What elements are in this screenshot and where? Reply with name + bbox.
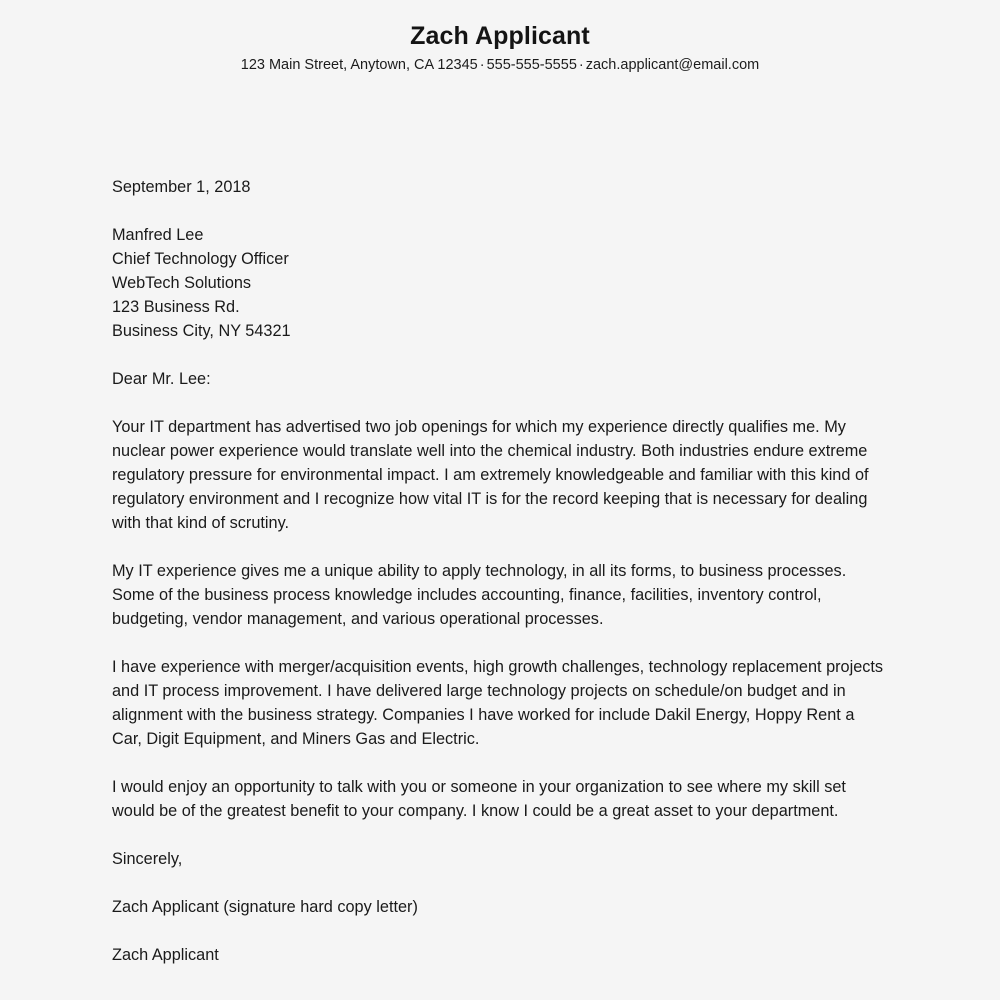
contact-address: 123 Main Street, Anytown, CA 12345: [240, 57, 478, 73]
contact-separator-2: ·: [578, 57, 584, 73]
recipient-name: Manfred Lee: [112, 226, 204, 244]
body-paragraph: I have experience with merger/acquisition events, high growth challenges, technology replacement projects and IT process improvement. I have delivered large technology projects on schedule/on budget and in alignment with the business strategy. Companies I have worked for include Dakil Energy, Hoppy Rent a Car, Digit Equipment, and Miners Gas and Electric.: [112, 658, 884, 748]
signature-name: Zach Applicant: [112, 946, 219, 964]
letterhead: [0, 0, 1000, 76]
contact-email: zach.applicant@email.com: [585, 57, 760, 73]
letter-date: September 1, 2018: [112, 178, 251, 196]
applicant-name-heading: Zach Applicant: [410, 22, 590, 50]
recipient-company: WebTech Solutions: [112, 274, 252, 292]
contact-phone: 555-555-5555: [486, 57, 577, 73]
body-paragraph: My IT experience gives me a unique ability to apply technology, in all its forms, to business processes. Some of the business process knowledge includes accounting, finance, facilities, inventory control, budgeting, vendor management, and various operational processes.: [112, 562, 847, 628]
contact-separator-1: ·: [479, 57, 485, 73]
letter-body: [112, 76, 888, 967]
closing-salutation: Sincerely,: [112, 850, 183, 868]
body-paragraph: Your IT department has advertised two job openings for which my experience directly qualifies me. My nuclear power experience would translate well into the chemical industry. Both industries endure extreme regulatory pressure for environmental impact. I am extremely knowledgeable and familiar with this kind of regulatory environment and I recognize how vital IT is for the record keeping that is necessary for dealing with that kind of scrutiny.: [112, 418, 869, 532]
recipient-street: 123 Business Rd.: [112, 298, 240, 316]
recipient-job-title: Chief Technology Officer: [112, 250, 289, 268]
salutation: Dear Mr. Lee:: [112, 370, 211, 388]
contact-line: [0, 54, 1000, 76]
recipient-city-state-zip: Business City, NY 54321: [112, 322, 291, 340]
body-paragraph: I would enjoy an opportunity to talk with you or someone in your organization to see where my skill set would be of the greatest benefit to your company. I know I could be a great asset to your department.: [112, 778, 846, 820]
recipient-address-block: [112, 223, 888, 343]
signature-note: Zach Applicant (signature hard copy letter): [112, 898, 418, 916]
